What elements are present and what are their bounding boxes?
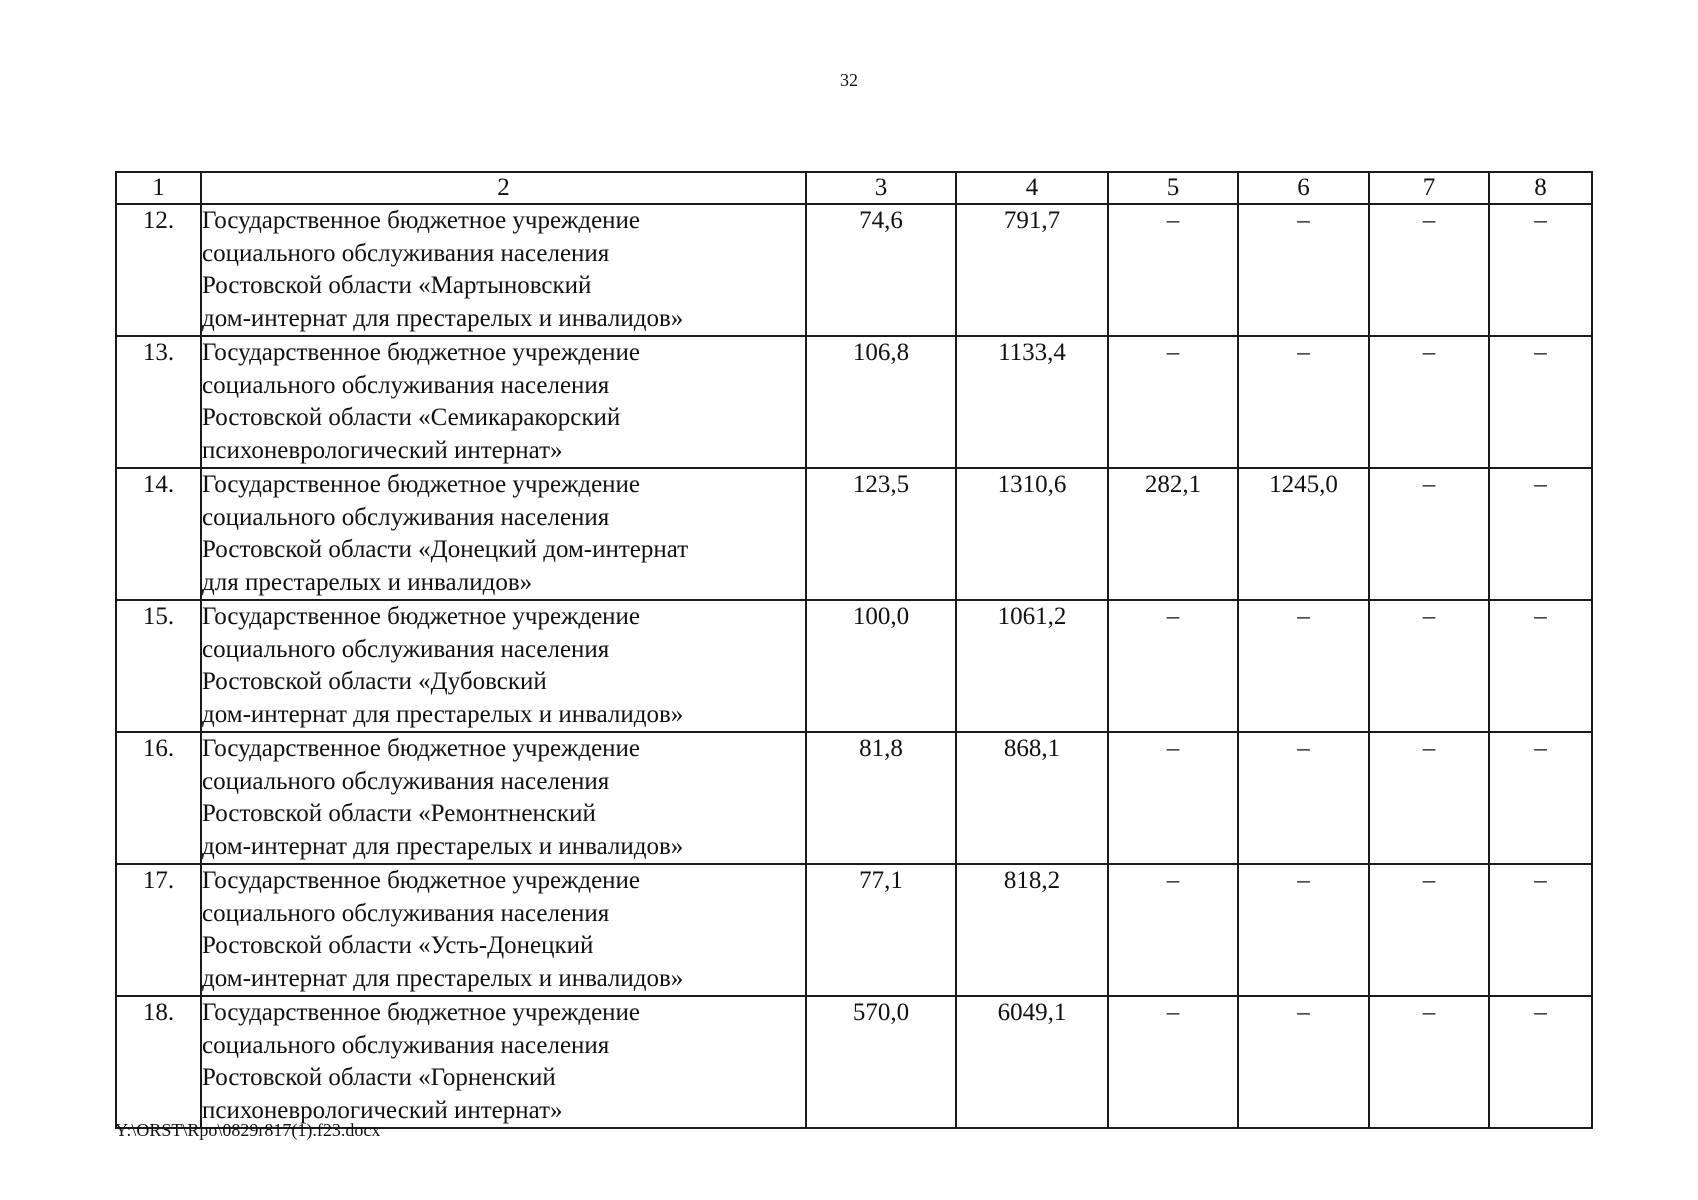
cell-col8: – — [1489, 336, 1592, 468]
name-line: Ростовской области «Ремонтненский — [202, 800, 596, 827]
name-line: дом-интернат для престарелых и инвалидов» — [202, 700, 684, 728]
table-row — [116, 732, 1592, 864]
name-line: Государственное бюджетное учреждение — [202, 339, 641, 366]
name-line: дом-интернат для престарелых и инвалидов» — [202, 832, 684, 860]
name-line: психоневрологический интернат» — [202, 436, 563, 464]
row-number: 13. — [116, 336, 201, 468]
name-line: социального обслуживания населения — [202, 503, 610, 531]
cell-col5: – — [1108, 600, 1238, 732]
cell-col7: – — [1369, 732, 1489, 864]
name-line: Государственное бюджетное учреждение — [202, 603, 641, 630]
institution-name — [201, 336, 806, 468]
cell-col3: 77,1 — [806, 864, 956, 996]
cell-col4: 6049,1 — [956, 996, 1108, 1128]
cell-col3: 81,8 — [806, 732, 956, 864]
row-number: 17. — [116, 864, 201, 996]
name-line: Государственное бюджетное учреждение — [202, 207, 641, 234]
cell-col4: 791,7 — [956, 204, 1108, 336]
cell-col6: – — [1238, 732, 1369, 864]
cell-col5: – — [1108, 732, 1238, 864]
cell-col7: – — [1369, 600, 1489, 732]
cell-col3: 100,0 — [806, 600, 956, 732]
institution-name — [201, 864, 806, 996]
cell-col4: 868,1 — [956, 732, 1108, 864]
table-row — [116, 336, 1592, 468]
institution-name — [201, 732, 806, 864]
cell-col7: – — [1369, 204, 1489, 336]
cell-col8: – — [1489, 996, 1592, 1128]
cell-col7: – — [1369, 468, 1489, 600]
cell-col3: 123,5 — [806, 468, 956, 600]
cell-col4: 1061,2 — [956, 600, 1108, 732]
column-header: 2 — [201, 172, 806, 204]
name-line: Ростовской области «Донецкий дом-интернат — [202, 536, 689, 563]
row-number: 16. — [116, 732, 201, 864]
table-row — [116, 996, 1592, 1128]
cell-col8: – — [1489, 864, 1592, 996]
name-line: психоневрологический интернат» — [202, 1096, 563, 1124]
cell-col6: 1245,0 — [1238, 468, 1369, 600]
name-line: дом-интернат для престарелых и инвалидов» — [202, 304, 684, 332]
cell-col4: 1133,4 — [956, 336, 1108, 468]
cell-col3: 74,6 — [806, 204, 956, 336]
institution-name — [201, 204, 806, 336]
column-header: 4 — [956, 172, 1108, 204]
cell-col5: – — [1108, 204, 1238, 336]
file-path-footer: Y:\ORST\Rpo\0829r817(1).f23.docx — [115, 1120, 381, 1140]
cell-col3: 570,0 — [806, 996, 956, 1128]
cell-col5: – — [1108, 864, 1238, 996]
cell-col6: – — [1238, 996, 1369, 1128]
row-number: 14. — [116, 468, 201, 600]
name-line: Ростовской области «Семикаракорский — [202, 404, 621, 431]
name-line: социального обслуживания населения — [202, 239, 610, 267]
row-number: 12. — [116, 204, 201, 336]
cell-col5: 282,1 — [1108, 468, 1238, 600]
name-line: дом-интернат для престарелых и инвалидов» — [202, 964, 684, 992]
name-line: для престарелых и инвалидов» — [202, 568, 533, 596]
name-line: социального обслуживания населения — [202, 899, 610, 927]
column-header: 8 — [1489, 172, 1592, 204]
institution-name — [201, 996, 806, 1128]
table-row — [116, 468, 1592, 600]
column-header: 5 — [1108, 172, 1238, 204]
name-line: социального обслуживания населения — [202, 635, 610, 663]
cell-col7: – — [1369, 336, 1489, 468]
name-line: Государственное бюджетное учреждение — [202, 999, 641, 1026]
name-line: социального обслуживания населения — [202, 1031, 610, 1059]
institution-name — [201, 468, 806, 600]
cell-col6: – — [1238, 864, 1369, 996]
cell-col7: – — [1369, 864, 1489, 996]
name-line: Государственное бюджетное учреждение — [202, 867, 641, 894]
column-header: 3 — [806, 172, 956, 204]
cell-col5: – — [1108, 996, 1238, 1128]
column-header: 7 — [1369, 172, 1489, 204]
cell-col8: – — [1489, 600, 1592, 732]
cell-col6: – — [1238, 336, 1369, 468]
cell-col7: – — [1369, 996, 1489, 1128]
cell-col3: 106,8 — [806, 336, 956, 468]
cell-col8: – — [1489, 732, 1592, 864]
header-row — [116, 172, 1592, 204]
name-line: Ростовской области «Дубовский — [202, 668, 547, 695]
page-number: 32 — [840, 70, 858, 90]
data-table — [115, 171, 1593, 1129]
cell-col5: – — [1108, 336, 1238, 468]
cell-col4: 1310,6 — [956, 468, 1108, 600]
name-line: социального обслуживания населения — [202, 371, 610, 399]
cell-col6: – — [1238, 600, 1369, 732]
column-header: 1 — [116, 172, 201, 204]
name-line: Ростовской области «Горненский — [202, 1064, 556, 1091]
name-line: Государственное бюджетное учреждение — [202, 471, 641, 498]
name-line: Ростовской области «Усть-Донецкий — [202, 932, 594, 959]
institution-name — [201, 600, 806, 732]
table-row — [116, 864, 1592, 996]
row-number: 18. — [116, 996, 201, 1128]
cell-col8: – — [1489, 468, 1592, 600]
name-line: социального обслуживания населения — [202, 767, 610, 795]
row-number: 15. — [116, 600, 201, 732]
column-header: 6 — [1238, 172, 1369, 204]
cell-col8: – — [1489, 204, 1592, 336]
table-row — [116, 204, 1592, 336]
name-line: Ростовской области «Мартыновский — [202, 272, 592, 299]
cell-col4: 818,2 — [956, 864, 1108, 996]
name-line: Государственное бюджетное учреждение — [202, 735, 641, 762]
cell-col6: – — [1238, 204, 1369, 336]
table-row — [116, 600, 1592, 732]
